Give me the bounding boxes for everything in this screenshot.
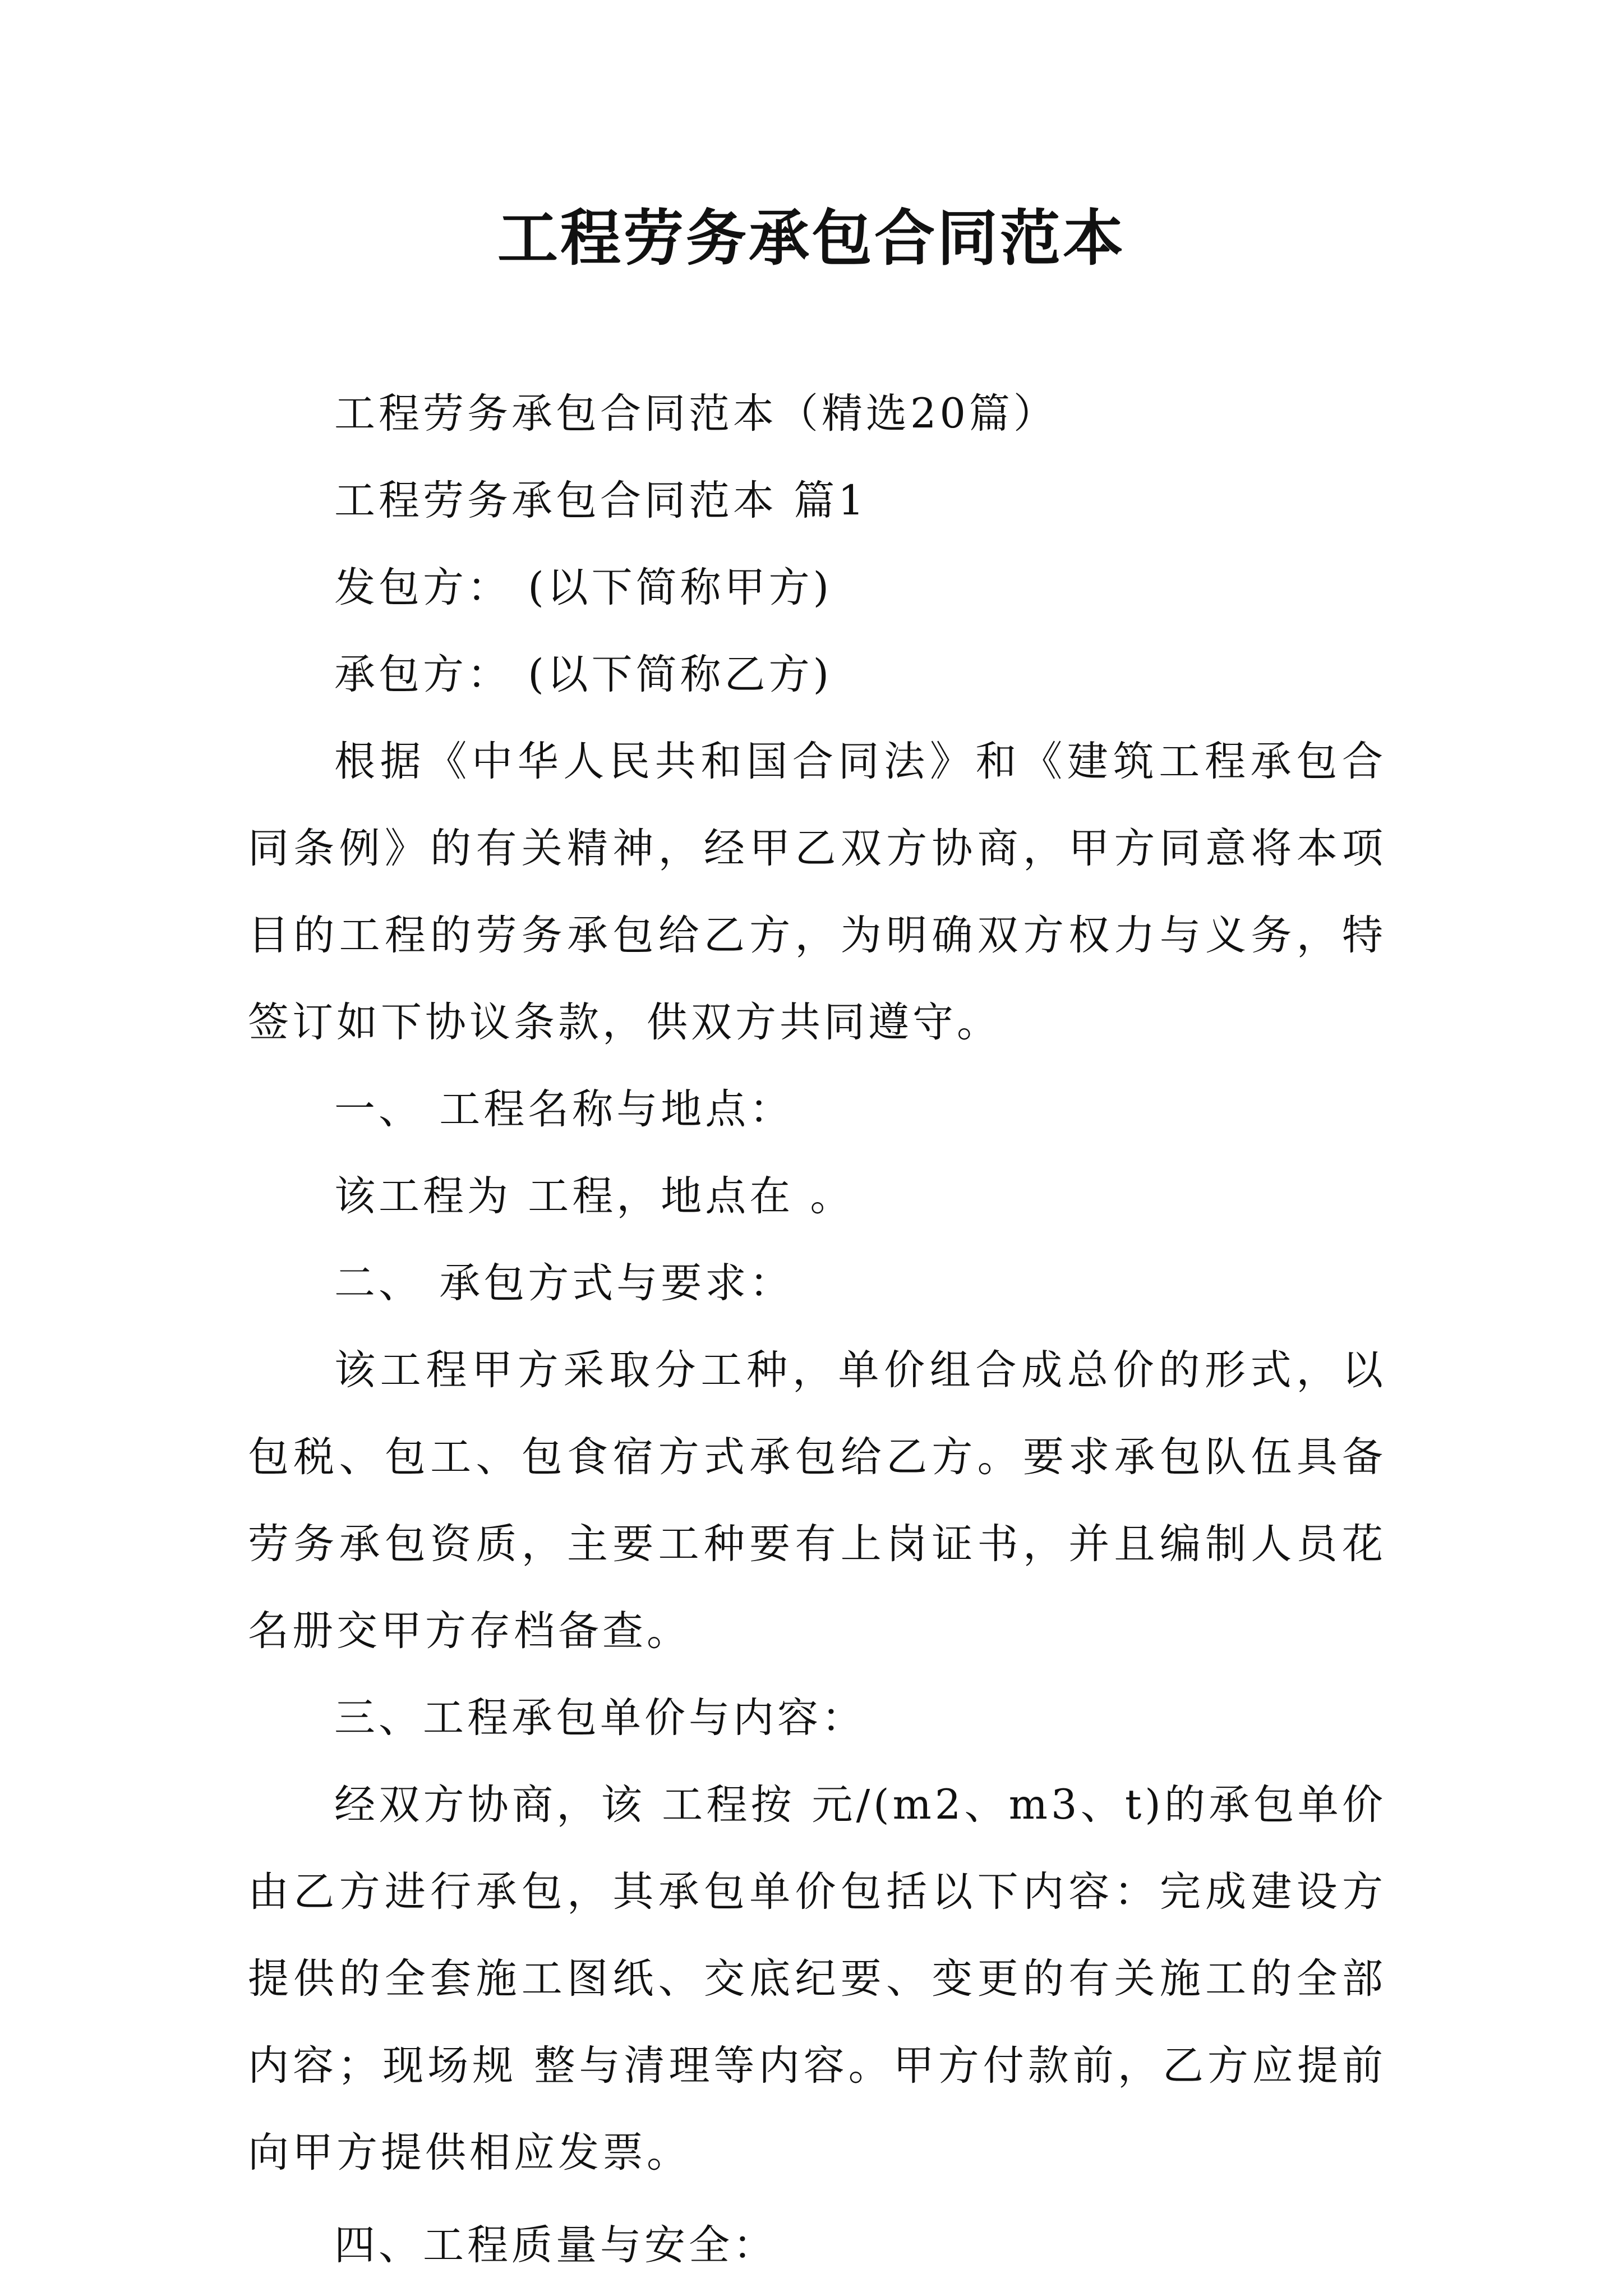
- clause-heading-4: 四、工程质量与安全：: [334, 2221, 777, 2269]
- document-body: [248, 370, 1386, 2289]
- section-heading-paragraph: 工程劳务承包合同范本 篇1: [334, 477, 868, 524]
- clause-heading-2: 二、 承包方式与要求：: [334, 1259, 794, 1307]
- party-b-paragraph: 承包方： (以下简称乙方): [334, 651, 833, 698]
- clause-text-3: 经双方协商，该 工程按 元/(m2、m3、t)的承包单价由乙方进行承包，其承包单价包括以下内容：完成建设方提供的全套施工图纸、交底纪要、变更的有关施工的全部内容；现场规 整与清理等内容。甲方付款前，乙方应提前向甲方提供相应发票。: [248, 1781, 1386, 2177]
- document-title: 工程劳务承包合同范本: [497, 203, 1126, 274]
- clause-heading-3: 三、工程承包单价与内容：: [334, 1694, 866, 1742]
- clause-text-2: 该工程甲方采取分工种，单价组合成总价的形式，以包税、包工、包食宿方式承包给乙方。要求承包队伍具备劳务承包资质，主要工种要有上岗证书，并且编制人员花名册交甲方存档备查。: [248, 1346, 1386, 1655]
- party-a-paragraph: 发包方： (以下简称甲方): [334, 564, 833, 611]
- preamble-paragraph: 根据《中华人民共和国合同法》和《建筑工程承包合同条例》的有关精神，经甲乙双方协商，甲方同意将本项目的工程的劳务承包给乙方，为明确双方权力与义务，特签订如下协议条款，供双方共同遵守。: [248, 738, 1386, 1046]
- clause-text-1: 该工程为 工程，地点在 。: [334, 1172, 855, 1220]
- clause-heading-1: 一、 工程名称与地点：: [334, 1085, 794, 1133]
- subtitle-paragraph: 工程劳务承包合同范本（精选20篇）: [334, 390, 1058, 438]
